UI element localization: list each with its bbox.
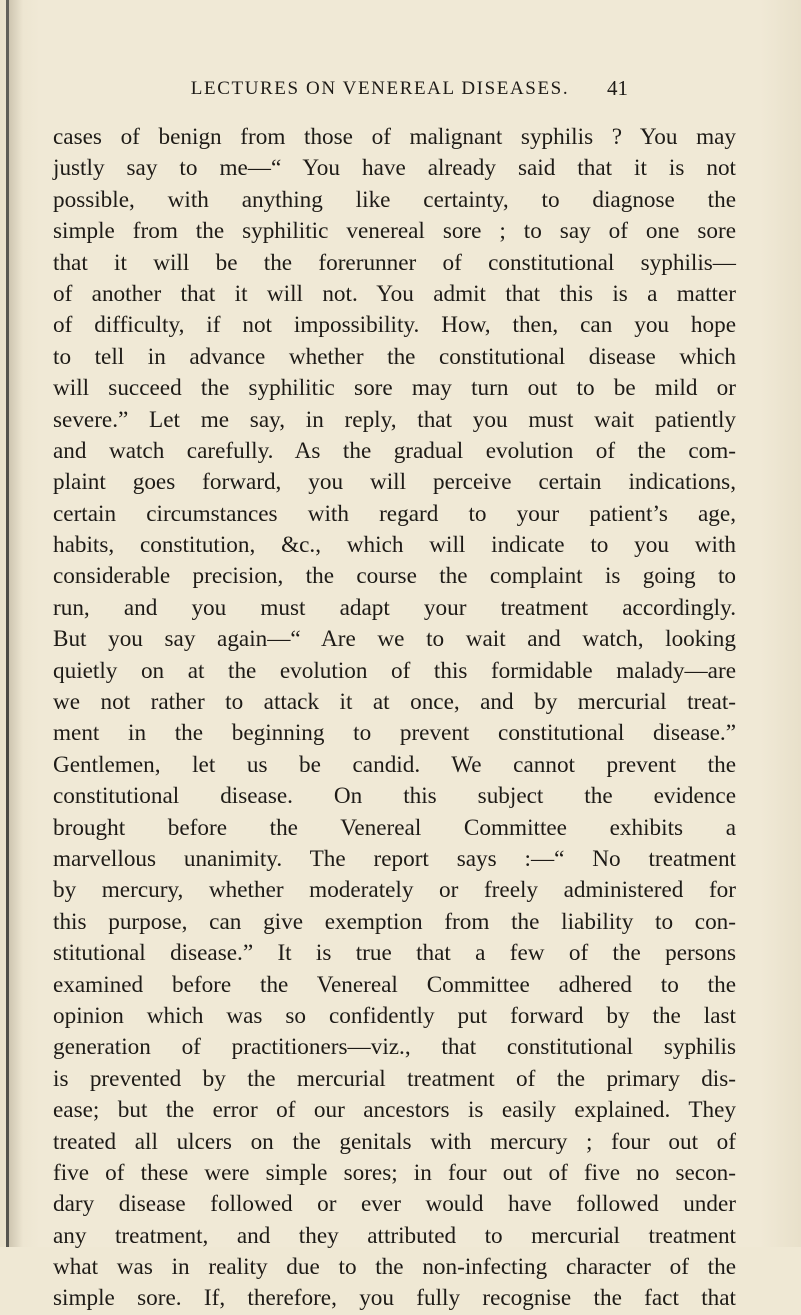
text-line: by mercury, whether moderately or freely administered for (53, 877, 736, 904)
text-line: what was in reality due to the non-infecting character of the (53, 1254, 736, 1281)
text-line: we not rather to attack it at once, and by mercurial treat- (53, 689, 736, 716)
text-line: constitutional disease. On this subject the evidence (53, 783, 736, 810)
text-line: But you say again—“ Are we to wait and watch, looking (53, 626, 736, 653)
text-line: possible, with anything like certainty, to diagnose the (53, 186, 736, 213)
text-line: and watch carefully. As the gradual evolution of the com- (53, 437, 736, 464)
text-line: justly say to me—“ You have already said that it is not (53, 155, 736, 182)
text-line: run, and you must adapt your treatment accordingly. (53, 594, 736, 621)
text-line: certain circumstances with regard to your patient’s age, (53, 500, 736, 527)
text-line: to tell in advance whether the constitutional disease which (53, 343, 736, 370)
body-text (53, 122, 736, 1315)
text-line: simple from the syphilitic venereal sore ; to say of one sore (53, 218, 736, 245)
text-line: quietly on at the evolution of this formidable malady—are (53, 657, 736, 684)
text-line: any treatment, and they attributed to mercurial treatment (53, 1222, 736, 1249)
text-line: five of these were simple sores; in four out of five no secon- (53, 1159, 736, 1186)
text-line: this purpose, can give exemption from the liability to con- (53, 908, 736, 935)
text-line: generation of practitioners—viz., that constitutional syphilis (53, 1034, 736, 1061)
text-line: treated all ulcers on the genitals with mercury ; four out of (53, 1128, 736, 1155)
text-line: cases of benign from those of malignant syphilis ? You may (53, 124, 736, 150)
text-line: Gentlemen, let us be candid. We cannot prevent the (53, 751, 736, 778)
text-line: of difficulty, if not impossibility. How, then, can you hope (53, 312, 736, 339)
text-line: dary disease followed or ever would have followed under (53, 1191, 736, 1218)
text-line: examined before the Venereal Committee adhered to the (53, 971, 736, 998)
text-line: will succeed the syphilitic sore may turn out to be mild or (53, 375, 736, 402)
text-line: marvellous unanimity. The report says :—“ No treatment (53, 845, 736, 872)
text-line: simple sore. If, therefore, you fully recognise the fact that (53, 1285, 736, 1312)
text-line: is prevented by the mercurial treatment of the primary dis- (53, 1065, 736, 1092)
text-line: ment in the beginning to prevent constitutional disease.” (53, 720, 736, 747)
text-line: considerable precision, the course the complaint is going to (53, 563, 736, 590)
binding-shadow (9, 0, 23, 1247)
text-line: habits, constitution, &c., which will indicate to you with (53, 532, 736, 559)
text-line: severe.” Let me say, in reply, that you must wait patiently (53, 406, 736, 433)
text-line: ease; but the error of our ancestors is easily explained. They (53, 1097, 736, 1124)
text-line: plaint goes forward, you will perceive certain indications, (53, 469, 736, 496)
text-line: that it will be the forerunner of constitutional syphilis— (53, 249, 736, 276)
running-title: LECTURES ON VENEREAL DISEASES. (190, 78, 570, 99)
page-number: 41 (607, 76, 628, 100)
text-line: brought before the Venereal Committee exhibits a (53, 814, 736, 841)
text-line: stitutional disease.” It is true that a few of the persons (53, 940, 736, 967)
text-line: opinion which was so confidently put forward by the last (53, 1002, 736, 1029)
text-line: of another that it will not. You admit that this is a matter (53, 280, 736, 307)
